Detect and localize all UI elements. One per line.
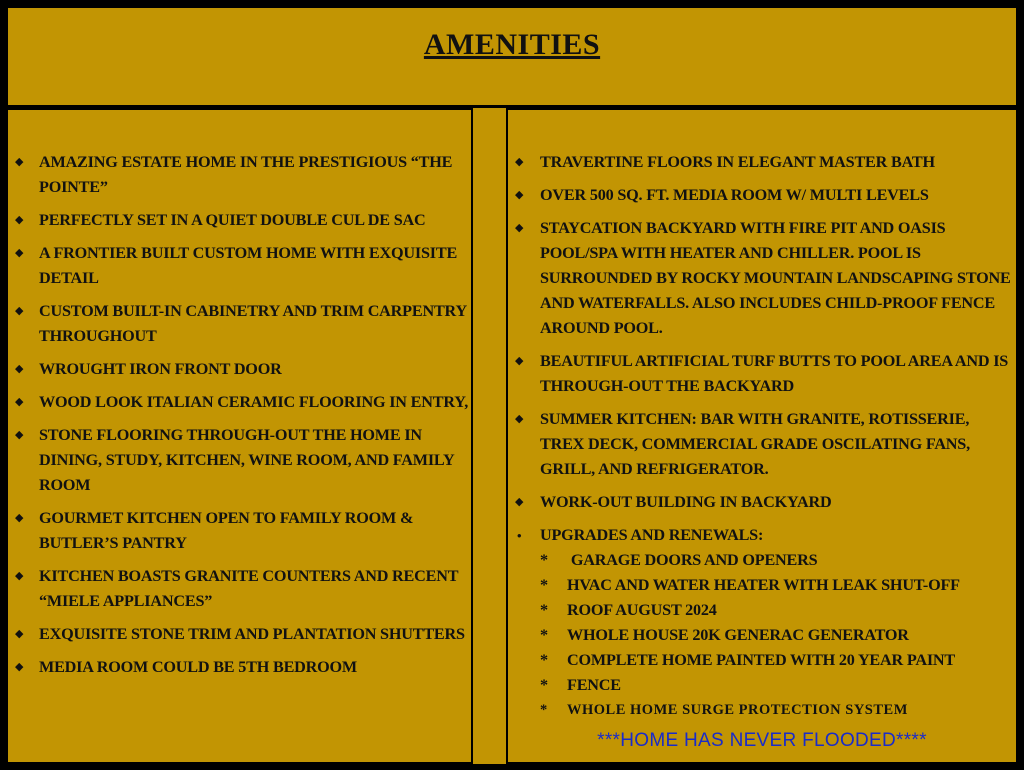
flood-note: ***HOME HAS NEVER FLOODED**** — [597, 730, 927, 751]
diamond-bullet-icon: ◆ — [515, 355, 524, 367]
left-amenity-list — [8, 150, 473, 688]
asterisk-bullet-icon: * — [540, 651, 548, 669]
right-amenity-list — [508, 150, 1018, 731]
upgrades-label: UPGRADES AND RENEWALS: — [540, 526, 764, 544]
diamond-bullet-icon: ◆ — [15, 512, 24, 524]
right-column — [506, 108, 1018, 764]
upgrade-item: * ROOF AUGUST 2024 — [540, 598, 1014, 623]
asterisk-bullet-icon: * — [540, 601, 548, 619]
diamond-bullet-icon: ◆ — [15, 429, 24, 441]
header-box — [6, 6, 1018, 107]
upgrade-item: * GARAGE DOORS AND OPENERS — [540, 548, 1014, 573]
diamond-bullet-icon: ◆ — [15, 396, 24, 408]
list-item: ◆ WROUGHT IRON FRONT DOOR — [8, 357, 473, 382]
upgrade-item: * HVAC AND WATER HEATER WITH LEAK SHUT-OFF — [540, 573, 1014, 598]
left-column — [6, 108, 473, 764]
list-item: ◆ AMAZING ESTATE HOME IN THE PRESTIGIOUS “THE POINTE” — [8, 150, 473, 200]
asterisk-bullet-icon: * — [540, 576, 548, 594]
page-title: AMENITIES — [423, 28, 601, 61]
diamond-bullet-icon: ◆ — [15, 628, 24, 640]
asterisk-bullet-icon: * — [540, 702, 548, 718]
asterisk-bullet-icon: * — [540, 626, 548, 644]
upgrade-item: * WHOLE HOUSE 20K GENERAC GENERATOR — [540, 623, 1014, 648]
list-item: ◆ BEAUTIFUL ARTIFICIAL TURF BUTTS TO POOL AREA AND IS THROUGH-OUT THE BACKYARD — [508, 349, 1018, 399]
diamond-bullet-icon: ◆ — [15, 570, 24, 582]
list-item: ◆ SUMMER KITCHEN: BAR WITH GRANITE, ROTISSERIE, TREX DECK, COMMERCIAL GRADE OSCILATING FANS, GRILL, AND REFRIGERATOR. — [508, 407, 1018, 482]
list-item: ◆ A FRONTIER BUILT CUSTOM HOME WITH EXQUISITE DETAIL — [8, 241, 473, 291]
list-item: ◆ STAYCATION BACKYARD WITH FIRE PIT AND OASIS POOL/SPA WITH HEATER AND CHILLER. POOL IS SURROUNDED BY ROCKY MOUNTAIN LANDSCAPING STONE AND WATERFALLS. ALSO INCLUDES CHILD-PROOF FENCE AROUND POOL. — [508, 216, 1018, 341]
diamond-bullet-icon: ◆ — [515, 496, 524, 508]
list-item: ◆ OVER 500 SQ. FT. MEDIA ROOM W/ MULTI LEVELS — [508, 183, 1018, 208]
diamond-bullet-icon: ◆ — [515, 222, 524, 234]
list-item: ◆ PERFECTLY SET IN A QUIET DOUBLE CUL DE SAC — [8, 208, 473, 233]
dot-bullet-icon: • — [517, 528, 522, 543]
column-gap — [473, 108, 506, 764]
upgrades-list — [540, 548, 1014, 723]
list-item: ◆ TRAVERTINE FLOORS IN ELEGANT MASTER BATH — [508, 150, 1018, 175]
diamond-bullet-icon: ◆ — [15, 363, 24, 375]
list-item: ◆ CUSTOM BUILT-IN CABINETRY AND TRIM CARPENTRY THROUGHOUT — [8, 299, 473, 349]
list-item: ◆ MEDIA ROOM COULD BE 5TH BEDROOM — [8, 655, 473, 680]
list-item: ◆ STONE FLOORING THROUGH-OUT THE HOME IN DINING, STUDY, KITCHEN, WINE ROOM, AND FAMILY ROOM — [8, 423, 473, 498]
list-item: ◆ WOOD LOOK ITALIAN CERAMIC FLOORING IN ENTRY, — [8, 390, 473, 415]
diamond-bullet-icon: ◆ — [15, 661, 24, 673]
upgrade-item: * COMPLETE HOME PAINTED WITH 20 YEAR PAINT — [540, 648, 1014, 673]
diamond-bullet-icon: ◆ — [15, 305, 24, 317]
diamond-bullet-icon: ◆ — [15, 214, 24, 226]
diamond-bullet-icon: ◆ — [515, 413, 524, 425]
list-item: ◆ EXQUISITE STONE TRIM AND PLANTATION SHUTTERS — [8, 622, 473, 647]
diamond-bullet-icon: ◆ — [15, 156, 24, 168]
upgrades-item — [508, 523, 1018, 723]
diamond-bullet-icon: ◆ — [15, 247, 24, 259]
list-item: ◆ WORK-OUT BUILDING IN BACKYARD — [508, 490, 1018, 515]
asterisk-bullet-icon: * — [540, 551, 548, 569]
upgrade-item: * WHOLE HOME SURGE PROTECTION SYSTEM — [540, 698, 1014, 723]
upgrade-item: * FENCE — [540, 673, 1014, 698]
diamond-bullet-icon: ◆ — [515, 189, 524, 201]
diamond-bullet-icon: ◆ — [515, 156, 524, 168]
list-item: ◆ KITCHEN BOASTS GRANITE COUNTERS AND RECENT “MIELE APPLIANCES” — [8, 564, 473, 614]
list-item: ◆ GOURMET KITCHEN OPEN TO FAMILY ROOM & BUTLER’S PANTRY — [8, 506, 473, 556]
asterisk-bullet-icon: * — [540, 676, 548, 694]
